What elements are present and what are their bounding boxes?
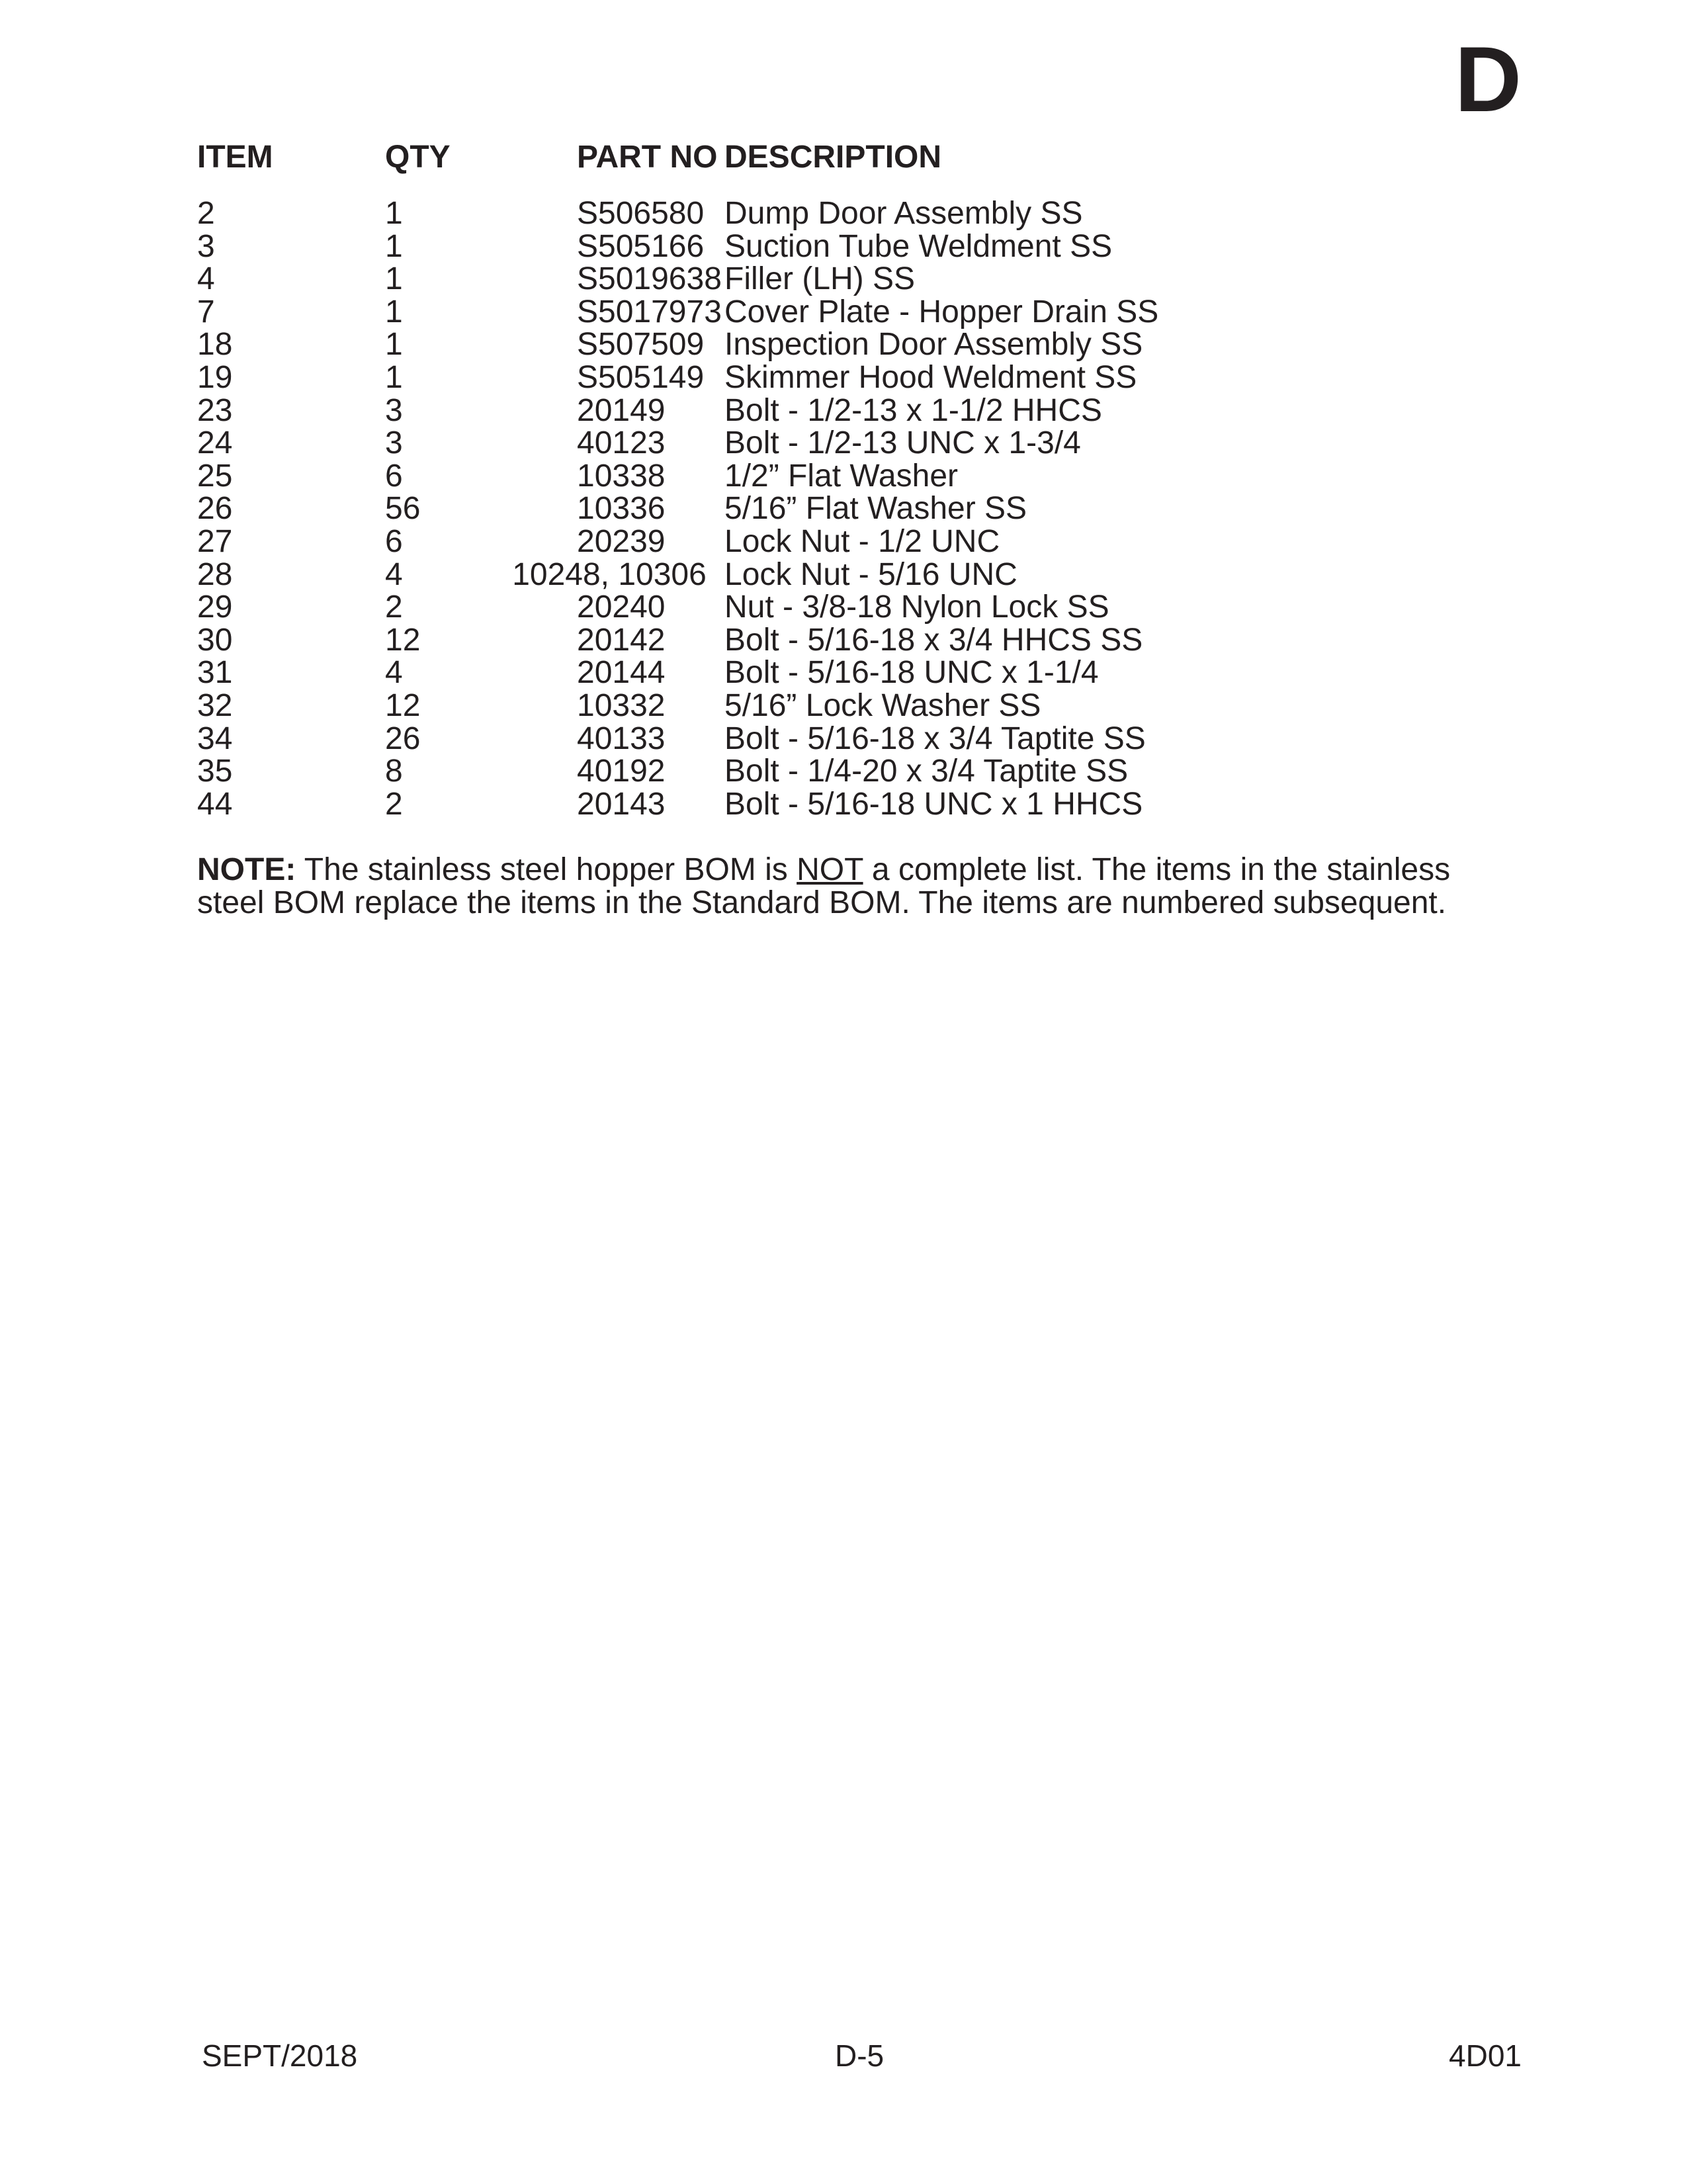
cell-qty: 12	[385, 687, 421, 723]
part-no-value: S507509	[577, 327, 705, 363]
cell-item: 27	[197, 523, 233, 559]
cell-part-no	[514, 427, 724, 460]
cell-part-no	[514, 722, 724, 756]
cell-description: Bolt - 5/16-18 UNC x 1 HHCS	[724, 786, 1143, 822]
cell-qty: 2	[385, 786, 403, 822]
cell-qty: 3	[385, 425, 403, 461]
cell-description: Lock Nut - 5/16 UNC	[724, 556, 1017, 592]
table-row	[197, 361, 1158, 394]
table-header-row	[197, 139, 1158, 185]
cell-description: 5/16” Flat Washer SS	[724, 491, 1027, 527]
cell-item: 32	[197, 687, 233, 723]
part-no-value: 10336	[577, 491, 666, 527]
cell-part-no	[514, 689, 724, 722]
cell-qty: 1	[385, 294, 403, 329]
note	[197, 853, 1507, 920]
table-row	[197, 722, 1158, 756]
cell-description: Bolt - 1/4-20 x 3/4 Taptite SS	[724, 754, 1129, 789]
table-row	[197, 755, 1158, 788]
table-row	[197, 492, 1158, 525]
cell-part-no	[514, 624, 724, 657]
cell-item: 30	[197, 622, 233, 658]
table-row	[197, 328, 1158, 361]
cell-item: 3	[197, 228, 215, 264]
cell-qty: 8	[385, 754, 403, 789]
cell-qty: 1	[385, 359, 403, 395]
cell-item: 31	[197, 655, 233, 691]
cell-item: 29	[197, 590, 233, 625]
part-no-value: 20144	[577, 655, 666, 691]
part-no-value: S506580	[577, 196, 705, 231]
part-no-value: 20149	[577, 392, 666, 428]
part-no-value: S505166	[577, 228, 705, 264]
header-part-no	[514, 139, 724, 185]
table-row	[197, 197, 1158, 230]
cell-qty: 3	[385, 392, 403, 428]
cell-description: Cover Plate - Hopper Drain SS	[724, 294, 1159, 329]
cell-qty: 4	[385, 556, 403, 592]
cell-qty: 1	[385, 228, 403, 264]
section-letter: D	[1454, 27, 1522, 131]
cell-part-no	[514, 197, 724, 230]
table-row	[197, 788, 1158, 821]
bom-table	[197, 139, 1158, 820]
cell-description: Lock Nut - 1/2 UNC	[724, 523, 1000, 559]
cell-qty: 56	[385, 491, 421, 527]
cell-description: 5/16” Lock Washer SS	[724, 687, 1041, 723]
cell-item: 7	[197, 294, 215, 329]
footer-page-number: D-5	[835, 2038, 885, 2073]
cell-part-no	[514, 263, 724, 296]
cell-qty: 2	[385, 590, 403, 625]
cell-item: 26	[197, 491, 233, 527]
cell-description: 1/2” Flat Washer	[724, 458, 958, 494]
cell-item: 28	[197, 556, 233, 592]
cell-item: 4	[197, 261, 215, 297]
cell-item: 18	[197, 327, 233, 363]
cell-description: Nut - 3/8-18 Nylon Lock SS	[724, 590, 1109, 625]
cell-qty: 6	[385, 523, 403, 559]
cell-part-no	[514, 755, 724, 788]
cell-part-no	[514, 328, 724, 361]
table-row	[197, 263, 1158, 296]
table-row	[197, 427, 1158, 460]
part-no-value: 20240	[577, 590, 666, 625]
cell-part-no	[514, 394, 724, 427]
cell-item: 24	[197, 425, 233, 461]
header-part-no-label: PART NO	[577, 140, 718, 175]
cell-part-no	[514, 492, 724, 525]
note-text-after: a complete list. The items in the stainless steel BOM replace the items in the Standard BOM. The items are numbered subsequent.	[197, 852, 1451, 920]
part-no-value: 10248, 10306	[512, 556, 707, 592]
part-no-value: 20142	[577, 622, 666, 658]
part-no-value: S5019638	[577, 261, 722, 297]
cell-part-no	[514, 525, 724, 558]
cell-part-no	[514, 230, 724, 263]
cell-qty: 12	[385, 622, 421, 658]
header-qty: QTY	[385, 140, 451, 175]
cell-part-no	[514, 558, 724, 591]
part-no-value: S5017973	[577, 294, 722, 329]
cell-part-no	[514, 361, 724, 394]
footer-date: SEPT/2018	[202, 2038, 358, 2073]
table-row	[197, 624, 1158, 657]
table-row	[197, 460, 1158, 493]
table-row	[197, 558, 1158, 591]
table-row	[197, 591, 1158, 624]
cell-description: Suction Tube Weldment SS	[724, 228, 1113, 264]
cell-qty: 1	[385, 327, 403, 363]
note-text-before: The stainless steel hopper BOM is	[296, 852, 797, 887]
part-no-value: S505149	[577, 359, 705, 395]
part-no-value: 20239	[577, 523, 666, 559]
part-no-value: 20143	[577, 786, 666, 822]
cell-description: Bolt - 1/2-13 UNC x 1-3/4	[724, 425, 1081, 461]
part-no-value: 10332	[577, 687, 666, 723]
bom-body	[197, 185, 1158, 820]
cell-part-no	[514, 460, 724, 493]
cell-item: 35	[197, 754, 233, 789]
cell-description: Filler (LH) SS	[724, 261, 916, 297]
cell-qty: 1	[385, 196, 403, 231]
cell-qty: 26	[385, 721, 421, 756]
cell-item: 2	[197, 196, 215, 231]
note-label: NOTE:	[197, 852, 296, 887]
table-row	[197, 689, 1158, 722]
cell-qty: 6	[385, 458, 403, 494]
table-row	[197, 296, 1158, 329]
cell-qty: 4	[385, 655, 403, 691]
cell-part-no	[514, 788, 724, 821]
cell-qty: 1	[385, 261, 403, 297]
cell-part-no	[514, 296, 724, 329]
part-no-value: 10338	[577, 458, 666, 494]
cell-item: 34	[197, 721, 233, 756]
table-row	[197, 230, 1158, 263]
cell-part-no	[514, 656, 724, 689]
table-row	[197, 525, 1158, 558]
part-no-value: 40192	[577, 754, 666, 789]
table-row	[197, 394, 1158, 427]
cell-description: Bolt - 5/16-18 x 3/4 Taptite SS	[724, 721, 1146, 756]
header-description: DESCRIPTION	[724, 140, 942, 175]
cell-item: 44	[197, 786, 233, 822]
cell-description: Skimmer Hood Weldment SS	[724, 359, 1137, 395]
part-no-value: 40123	[577, 425, 666, 461]
cell-item: 25	[197, 458, 233, 494]
header-item: ITEM	[197, 140, 273, 175]
cell-description: Inspection Door Assembly SS	[724, 327, 1143, 363]
cell-item: 19	[197, 359, 233, 395]
cell-description: Dump Door Assembly SS	[724, 196, 1083, 231]
cell-description: Bolt - 5/16-18 UNC x 1-1/4	[724, 655, 1099, 691]
note-underlined: NOT	[797, 852, 863, 887]
footer-doc-code: 4D01	[1449, 2038, 1522, 2073]
part-no-value: 40133	[577, 721, 666, 756]
cell-part-no	[514, 591, 724, 624]
table-row	[197, 656, 1158, 689]
cell-description: Bolt - 5/16-18 x 3/4 HHCS SS	[724, 622, 1143, 658]
cell-item: 23	[197, 392, 233, 428]
cell-description: Bolt - 1/2-13 x 1-1/2 HHCS	[724, 392, 1102, 428]
